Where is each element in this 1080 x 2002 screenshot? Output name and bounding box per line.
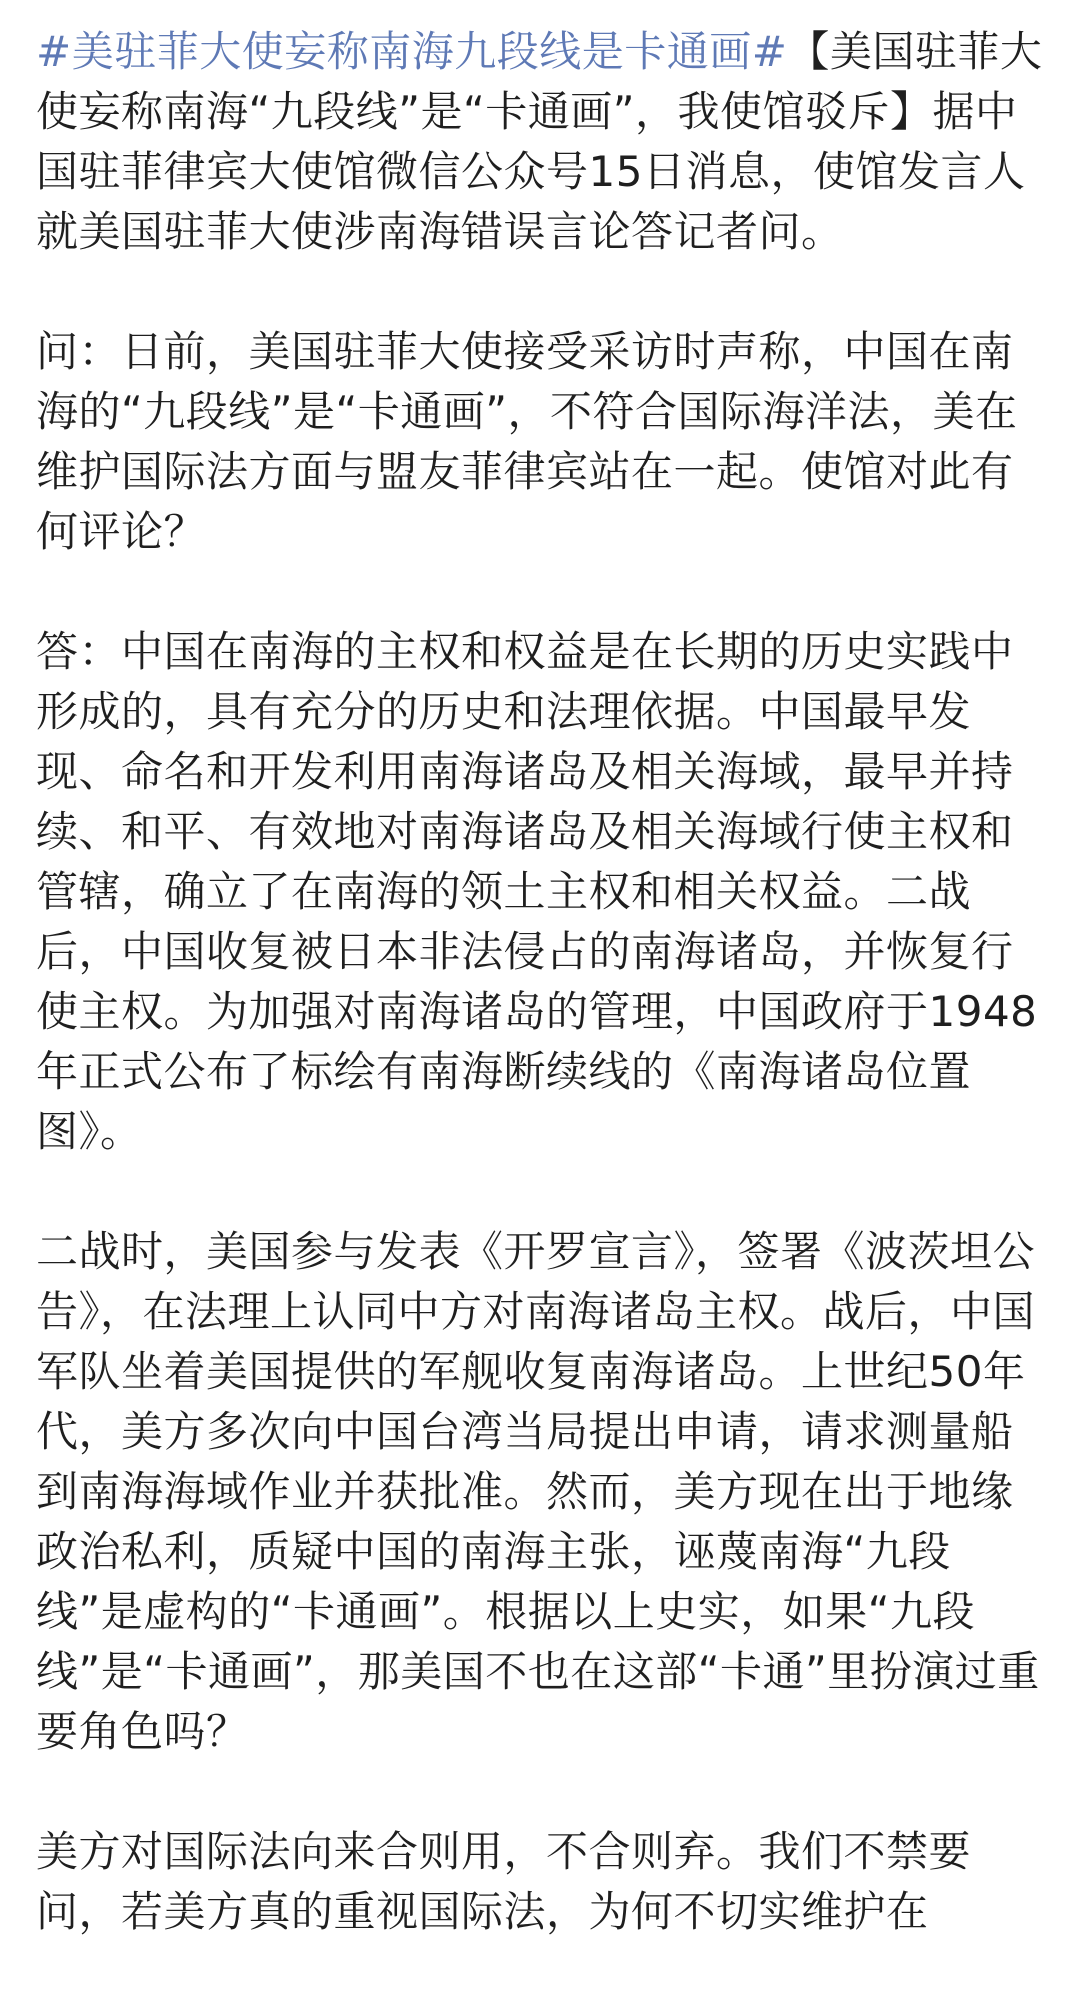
post-lead: 据中国驻菲律宾大使馆微信公众号15日消息，使馆发言人就美国驻菲大使涉南海错误言论答记者问。 (36, 87, 1026, 256)
question-paragraph: 问：日前，美国驻菲大使接受采访时声称，中国在南海的“九段线”是“卡通画”，不符合国际海洋法，美在维护国际法方面与盟友菲律宾站在一起。使馆对此有何评论？ (36, 327, 1018, 556)
topic-hashtag-link[interactable]: #美驻菲大使妄称南海九段线是卡通画# (36, 27, 788, 76)
closing-paragraph: 美方对国际法向来合则用，不合则弃。我们不禁要问，若美方真的重视国际法，为何不切实维护在 (36, 1827, 972, 1936)
post-intro (36, 22, 1046, 262)
post-content (36, 22, 1046, 2002)
answer-paragraph: 答：中国在南海的主权和权益是在长期的历史实践中形成的，具有充分的历史和法理依据。中国最早发现、命名和开发利用南海诸岛及相关海域，最早并持续、和平、有效地对南海诸岛及相关海域行使主权和管辖，确立了在南海的领土主权和相关权益。二战后，中国收复被日本非法侵占的南海诸岛，并恢复行使主权。为加强对南海诸岛的管理，中国政府于1948年正式公布了标绘有南海断续线的《南海诸岛位置图》。 (36, 627, 1038, 1156)
post-headline: 【美国驻菲大使妄称南海“九段线”是“卡通画”，我使馆驳斥】 (36, 27, 1043, 136)
history-paragraph: 二战时，美国参与发表《开罗宣言》，签署《波茨坦公告》，在法理上认同中方对南海诸岛主权。战后，中国军队坐着美国提供的军舰收复南海诸岛。上世纪50年代，美方多次向中国台湾当局提出申请，请求测量船到南海海域作业并获批准。然而，美方现在出于地缘政治私利，质疑中国的南海主张，诬蔑南海“九段线”是虚构的“卡通画”。根据以上史实，如果“九段线”是“卡通画”，那美国不也在这部“卡通”里扮演过重要角色吗？ (36, 1227, 1040, 1756)
